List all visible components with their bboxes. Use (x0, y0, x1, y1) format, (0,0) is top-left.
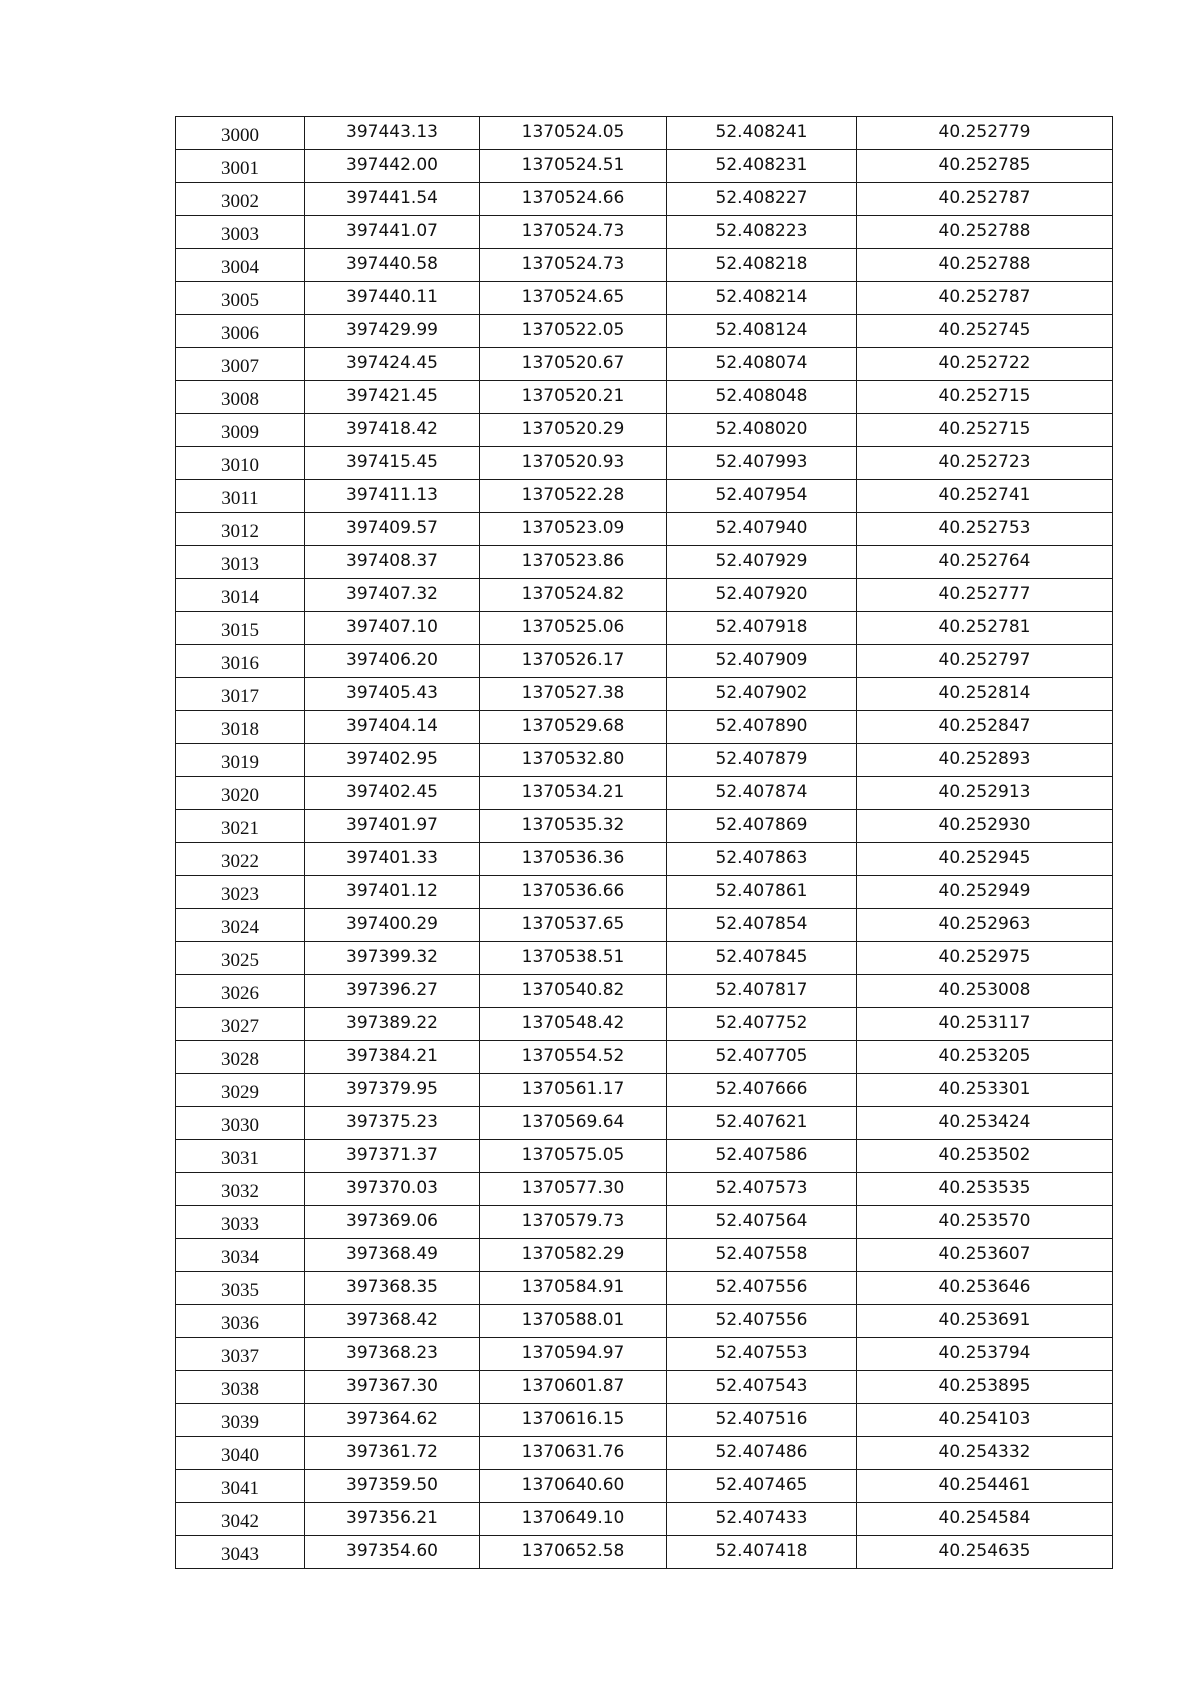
y-coordinate-cell: 1370532.80 (480, 744, 667, 777)
x-coordinate-cell: 397368.42 (305, 1305, 480, 1338)
longitude-cell: 40.252930 (857, 810, 1113, 843)
point-number-cell: 3029 (176, 1074, 305, 1107)
point-number-cell: 3003 (176, 216, 305, 249)
y-coordinate-cell: 1370529.68 (480, 711, 667, 744)
point-number-cell: 3015 (176, 612, 305, 645)
table-row (176, 1074, 1113, 1107)
latitude-cell: 52.408214 (667, 282, 857, 315)
x-coordinate-cell: 397404.14 (305, 711, 480, 744)
point-number-cell: 3021 (176, 810, 305, 843)
point-number-cell: 3024 (176, 909, 305, 942)
x-coordinate-cell: 397354.60 (305, 1536, 480, 1569)
y-coordinate-cell: 1370537.65 (480, 909, 667, 942)
longitude-cell: 40.254635 (857, 1536, 1113, 1569)
y-coordinate-cell: 1370535.32 (480, 810, 667, 843)
longitude-cell: 40.252945 (857, 843, 1113, 876)
point-number-cell: 3039 (176, 1404, 305, 1437)
x-coordinate-cell: 397359.50 (305, 1470, 480, 1503)
x-coordinate-cell: 397408.37 (305, 546, 480, 579)
longitude-cell: 40.252975 (857, 942, 1113, 975)
x-coordinate-cell: 397375.23 (305, 1107, 480, 1140)
table-row (176, 612, 1113, 645)
latitude-cell: 52.407586 (667, 1140, 857, 1173)
point-number-cell: 3019 (176, 744, 305, 777)
longitude-cell: 40.254461 (857, 1470, 1113, 1503)
point-number-cell: 3027 (176, 1008, 305, 1041)
point-number-cell: 3008 (176, 381, 305, 414)
table-row (176, 1272, 1113, 1305)
table-row (176, 1140, 1113, 1173)
latitude-cell: 52.407845 (667, 942, 857, 975)
y-coordinate-cell: 1370582.29 (480, 1239, 667, 1272)
y-coordinate-cell: 1370536.66 (480, 876, 667, 909)
y-coordinate-cell: 1370520.21 (480, 381, 667, 414)
y-coordinate-cell: 1370569.64 (480, 1107, 667, 1140)
longitude-cell: 40.252779 (857, 117, 1113, 150)
latitude-cell: 52.407543 (667, 1371, 857, 1404)
point-number-cell: 3011 (176, 480, 305, 513)
y-coordinate-cell: 1370594.97 (480, 1338, 667, 1371)
point-number-cell: 3036 (176, 1305, 305, 1338)
y-coordinate-cell: 1370525.06 (480, 612, 667, 645)
point-number-cell: 3033 (176, 1206, 305, 1239)
latitude-cell: 52.408218 (667, 249, 857, 282)
x-coordinate-cell: 397402.45 (305, 777, 480, 810)
y-coordinate-cell: 1370522.28 (480, 480, 667, 513)
table-row (176, 150, 1113, 183)
latitude-cell: 52.407564 (667, 1206, 857, 1239)
table-row (176, 1470, 1113, 1503)
point-number-cell: 3023 (176, 876, 305, 909)
table-row (176, 1041, 1113, 1074)
longitude-cell: 40.252814 (857, 678, 1113, 711)
table-row (176, 1305, 1113, 1338)
latitude-cell: 52.407909 (667, 645, 857, 678)
longitude-cell: 40.253691 (857, 1305, 1113, 1338)
table-row (176, 942, 1113, 975)
latitude-cell: 52.407486 (667, 1437, 857, 1470)
longitude-cell: 40.253502 (857, 1140, 1113, 1173)
table-row (176, 1338, 1113, 1371)
point-number-cell: 3001 (176, 150, 305, 183)
y-coordinate-cell: 1370577.30 (480, 1173, 667, 1206)
y-coordinate-cell: 1370520.93 (480, 447, 667, 480)
y-coordinate-cell: 1370524.51 (480, 150, 667, 183)
point-number-cell: 3018 (176, 711, 305, 744)
table-row (176, 1371, 1113, 1404)
latitude-cell: 52.407573 (667, 1173, 857, 1206)
x-coordinate-cell: 397443.13 (305, 117, 480, 150)
latitude-cell: 52.407861 (667, 876, 857, 909)
table-row (176, 975, 1113, 1008)
latitude-cell: 52.408223 (667, 216, 857, 249)
coordinates-table-body (176, 117, 1113, 1569)
longitude-cell: 40.252764 (857, 546, 1113, 579)
y-coordinate-cell: 1370575.05 (480, 1140, 667, 1173)
table-row (176, 381, 1113, 414)
x-coordinate-cell: 397429.99 (305, 315, 480, 348)
latitude-cell: 52.407553 (667, 1338, 857, 1371)
x-coordinate-cell: 397368.23 (305, 1338, 480, 1371)
table-row (176, 513, 1113, 546)
latitude-cell: 52.407993 (667, 447, 857, 480)
y-coordinate-cell: 1370601.87 (480, 1371, 667, 1404)
longitude-cell: 40.252781 (857, 612, 1113, 645)
x-coordinate-cell: 397400.29 (305, 909, 480, 942)
latitude-cell: 52.408124 (667, 315, 857, 348)
latitude-cell: 52.407869 (667, 810, 857, 843)
x-coordinate-cell: 397361.72 (305, 1437, 480, 1470)
table-row (176, 216, 1113, 249)
table-row (176, 348, 1113, 381)
table-row (176, 1503, 1113, 1536)
table-row (176, 1404, 1113, 1437)
longitude-cell: 40.253895 (857, 1371, 1113, 1404)
table-row (176, 315, 1113, 348)
y-coordinate-cell: 1370524.65 (480, 282, 667, 315)
table-row (176, 183, 1113, 216)
table-row (176, 645, 1113, 678)
point-number-cell: 3034 (176, 1239, 305, 1272)
latitude-cell: 52.407465 (667, 1470, 857, 1503)
point-number-cell: 3013 (176, 546, 305, 579)
y-coordinate-cell: 1370588.01 (480, 1305, 667, 1338)
x-coordinate-cell: 397401.97 (305, 810, 480, 843)
longitude-cell: 40.253205 (857, 1041, 1113, 1074)
latitude-cell: 52.408020 (667, 414, 857, 447)
longitude-cell: 40.253535 (857, 1173, 1113, 1206)
table-row (176, 117, 1113, 150)
latitude-cell: 52.407556 (667, 1305, 857, 1338)
point-number-cell: 3032 (176, 1173, 305, 1206)
y-coordinate-cell: 1370631.76 (480, 1437, 667, 1470)
point-number-cell: 3028 (176, 1041, 305, 1074)
point-number-cell: 3041 (176, 1470, 305, 1503)
y-coordinate-cell: 1370534.21 (480, 777, 667, 810)
table-row (176, 1008, 1113, 1041)
x-coordinate-cell: 397442.00 (305, 150, 480, 183)
latitude-cell: 52.408241 (667, 117, 857, 150)
x-coordinate-cell: 397396.27 (305, 975, 480, 1008)
x-coordinate-cell: 397368.35 (305, 1272, 480, 1305)
table-row (176, 909, 1113, 942)
table-row (176, 480, 1113, 513)
longitude-cell: 40.252753 (857, 513, 1113, 546)
longitude-cell: 40.252788 (857, 216, 1113, 249)
longitude-cell: 40.252893 (857, 744, 1113, 777)
point-number-cell: 3022 (176, 843, 305, 876)
longitude-cell: 40.252787 (857, 282, 1113, 315)
point-number-cell: 3000 (176, 117, 305, 150)
longitude-cell: 40.253570 (857, 1206, 1113, 1239)
y-coordinate-cell: 1370522.05 (480, 315, 667, 348)
x-coordinate-cell: 397424.45 (305, 348, 480, 381)
table-row (176, 777, 1113, 810)
y-coordinate-cell: 1370652.58 (480, 1536, 667, 1569)
y-coordinate-cell: 1370520.29 (480, 414, 667, 447)
y-coordinate-cell: 1370524.73 (480, 216, 667, 249)
longitude-cell: 40.253607 (857, 1239, 1113, 1272)
y-coordinate-cell: 1370536.36 (480, 843, 667, 876)
x-coordinate-cell: 397368.49 (305, 1239, 480, 1272)
point-number-cell: 3031 (176, 1140, 305, 1173)
table-row (176, 744, 1113, 777)
longitude-cell: 40.252745 (857, 315, 1113, 348)
latitude-cell: 52.407705 (667, 1041, 857, 1074)
point-number-cell: 3016 (176, 645, 305, 678)
point-number-cell: 3014 (176, 579, 305, 612)
latitude-cell: 52.408227 (667, 183, 857, 216)
y-coordinate-cell: 1370524.73 (480, 249, 667, 282)
latitude-cell: 52.407954 (667, 480, 857, 513)
longitude-cell: 40.253301 (857, 1074, 1113, 1107)
point-number-cell: 3042 (176, 1503, 305, 1536)
x-coordinate-cell: 397415.45 (305, 447, 480, 480)
latitude-cell: 52.407516 (667, 1404, 857, 1437)
latitude-cell: 52.407854 (667, 909, 857, 942)
point-number-cell: 3043 (176, 1536, 305, 1569)
table-row (176, 579, 1113, 612)
longitude-cell: 40.253424 (857, 1107, 1113, 1140)
point-number-cell: 3009 (176, 414, 305, 447)
latitude-cell: 52.408231 (667, 150, 857, 183)
longitude-cell: 40.254332 (857, 1437, 1113, 1470)
longitude-cell: 40.253646 (857, 1272, 1113, 1305)
point-number-cell: 3002 (176, 183, 305, 216)
point-number-cell: 3038 (176, 1371, 305, 1404)
table-row (176, 1239, 1113, 1272)
x-coordinate-cell: 397370.03 (305, 1173, 480, 1206)
latitude-cell: 52.407863 (667, 843, 857, 876)
x-coordinate-cell: 397369.06 (305, 1206, 480, 1239)
y-coordinate-cell: 1370616.15 (480, 1404, 667, 1437)
table-row (176, 414, 1113, 447)
latitude-cell: 52.407752 (667, 1008, 857, 1041)
x-coordinate-cell: 397409.57 (305, 513, 480, 546)
y-coordinate-cell: 1370649.10 (480, 1503, 667, 1536)
y-coordinate-cell: 1370538.51 (480, 942, 667, 975)
longitude-cell: 40.254584 (857, 1503, 1113, 1536)
table-row (176, 1536, 1113, 1569)
y-coordinate-cell: 1370524.82 (480, 579, 667, 612)
latitude-cell: 52.408074 (667, 348, 857, 381)
table-row (176, 1437, 1113, 1470)
y-coordinate-cell: 1370524.66 (480, 183, 667, 216)
latitude-cell: 52.407920 (667, 579, 857, 612)
point-number-cell: 3017 (176, 678, 305, 711)
point-number-cell: 3004 (176, 249, 305, 282)
x-coordinate-cell: 397411.13 (305, 480, 480, 513)
y-coordinate-cell: 1370561.17 (480, 1074, 667, 1107)
point-number-cell: 3037 (176, 1338, 305, 1371)
x-coordinate-cell: 397441.54 (305, 183, 480, 216)
latitude-cell: 52.407890 (667, 711, 857, 744)
longitude-cell: 40.253794 (857, 1338, 1113, 1371)
latitude-cell: 52.407418 (667, 1536, 857, 1569)
x-coordinate-cell: 397406.20 (305, 645, 480, 678)
table-row (176, 447, 1113, 480)
latitude-cell: 52.407940 (667, 513, 857, 546)
point-number-cell: 3012 (176, 513, 305, 546)
x-coordinate-cell: 397440.11 (305, 282, 480, 315)
y-coordinate-cell: 1370640.60 (480, 1470, 667, 1503)
x-coordinate-cell: 397440.58 (305, 249, 480, 282)
longitude-cell: 40.252797 (857, 645, 1113, 678)
latitude-cell: 52.407433 (667, 1503, 857, 1536)
table-row (176, 282, 1113, 315)
table-row (176, 546, 1113, 579)
x-coordinate-cell: 397384.21 (305, 1041, 480, 1074)
longitude-cell: 40.252949 (857, 876, 1113, 909)
x-coordinate-cell: 397402.95 (305, 744, 480, 777)
table-row (176, 1107, 1113, 1140)
coordinates-table (175, 116, 1113, 1569)
table-row (176, 711, 1113, 744)
latitude-cell: 52.407879 (667, 744, 857, 777)
point-number-cell: 3007 (176, 348, 305, 381)
longitude-cell: 40.252722 (857, 348, 1113, 381)
longitude-cell: 40.252913 (857, 777, 1113, 810)
x-coordinate-cell: 397421.45 (305, 381, 480, 414)
point-number-cell: 3020 (176, 777, 305, 810)
table-row (176, 678, 1113, 711)
longitude-cell: 40.253117 (857, 1008, 1113, 1041)
x-coordinate-cell: 397441.07 (305, 216, 480, 249)
table-row (176, 249, 1113, 282)
y-coordinate-cell: 1370523.86 (480, 546, 667, 579)
y-coordinate-cell: 1370540.82 (480, 975, 667, 1008)
table-row (176, 876, 1113, 909)
point-number-cell: 3010 (176, 447, 305, 480)
point-number-cell: 3006 (176, 315, 305, 348)
latitude-cell: 52.407918 (667, 612, 857, 645)
x-coordinate-cell: 397364.62 (305, 1404, 480, 1437)
longitude-cell: 40.252785 (857, 150, 1113, 183)
y-coordinate-cell: 1370527.38 (480, 678, 667, 711)
x-coordinate-cell: 397401.33 (305, 843, 480, 876)
y-coordinate-cell: 1370548.42 (480, 1008, 667, 1041)
longitude-cell: 40.252715 (857, 381, 1113, 414)
longitude-cell: 40.253008 (857, 975, 1113, 1008)
point-number-cell: 3040 (176, 1437, 305, 1470)
x-coordinate-cell: 397407.10 (305, 612, 480, 645)
x-coordinate-cell: 397367.30 (305, 1371, 480, 1404)
y-coordinate-cell: 1370579.73 (480, 1206, 667, 1239)
latitude-cell: 52.407666 (667, 1074, 857, 1107)
longitude-cell: 40.252963 (857, 909, 1113, 942)
y-coordinate-cell: 1370520.67 (480, 348, 667, 381)
x-coordinate-cell: 397389.22 (305, 1008, 480, 1041)
longitude-cell: 40.252715 (857, 414, 1113, 447)
x-coordinate-cell: 397405.43 (305, 678, 480, 711)
y-coordinate-cell: 1370554.52 (480, 1041, 667, 1074)
latitude-cell: 52.407817 (667, 975, 857, 1008)
latitude-cell: 52.407558 (667, 1239, 857, 1272)
longitude-cell: 40.252788 (857, 249, 1113, 282)
y-coordinate-cell: 1370526.17 (480, 645, 667, 678)
longitude-cell: 40.252723 (857, 447, 1113, 480)
y-coordinate-cell: 1370584.91 (480, 1272, 667, 1305)
point-number-cell: 3025 (176, 942, 305, 975)
point-number-cell: 3005 (176, 282, 305, 315)
table-row (176, 843, 1113, 876)
latitude-cell: 52.407929 (667, 546, 857, 579)
point-number-cell: 3026 (176, 975, 305, 1008)
latitude-cell: 52.407556 (667, 1272, 857, 1305)
table-row (176, 1206, 1113, 1239)
longitude-cell: 40.252787 (857, 183, 1113, 216)
point-number-cell: 3035 (176, 1272, 305, 1305)
table-row (176, 1173, 1113, 1206)
table-row (176, 810, 1113, 843)
x-coordinate-cell: 397418.42 (305, 414, 480, 447)
x-coordinate-cell: 397371.37 (305, 1140, 480, 1173)
longitude-cell: 40.254103 (857, 1404, 1113, 1437)
x-coordinate-cell: 397399.32 (305, 942, 480, 975)
x-coordinate-cell: 397407.32 (305, 579, 480, 612)
latitude-cell: 52.407874 (667, 777, 857, 810)
point-number-cell: 3030 (176, 1107, 305, 1140)
latitude-cell: 52.408048 (667, 381, 857, 414)
x-coordinate-cell: 397401.12 (305, 876, 480, 909)
latitude-cell: 52.407621 (667, 1107, 857, 1140)
latitude-cell: 52.407902 (667, 678, 857, 711)
x-coordinate-cell: 397379.95 (305, 1074, 480, 1107)
y-coordinate-cell: 1370524.05 (480, 117, 667, 150)
longitude-cell: 40.252777 (857, 579, 1113, 612)
longitude-cell: 40.252741 (857, 480, 1113, 513)
longitude-cell: 40.252847 (857, 711, 1113, 744)
x-coordinate-cell: 397356.21 (305, 1503, 480, 1536)
y-coordinate-cell: 1370523.09 (480, 513, 667, 546)
